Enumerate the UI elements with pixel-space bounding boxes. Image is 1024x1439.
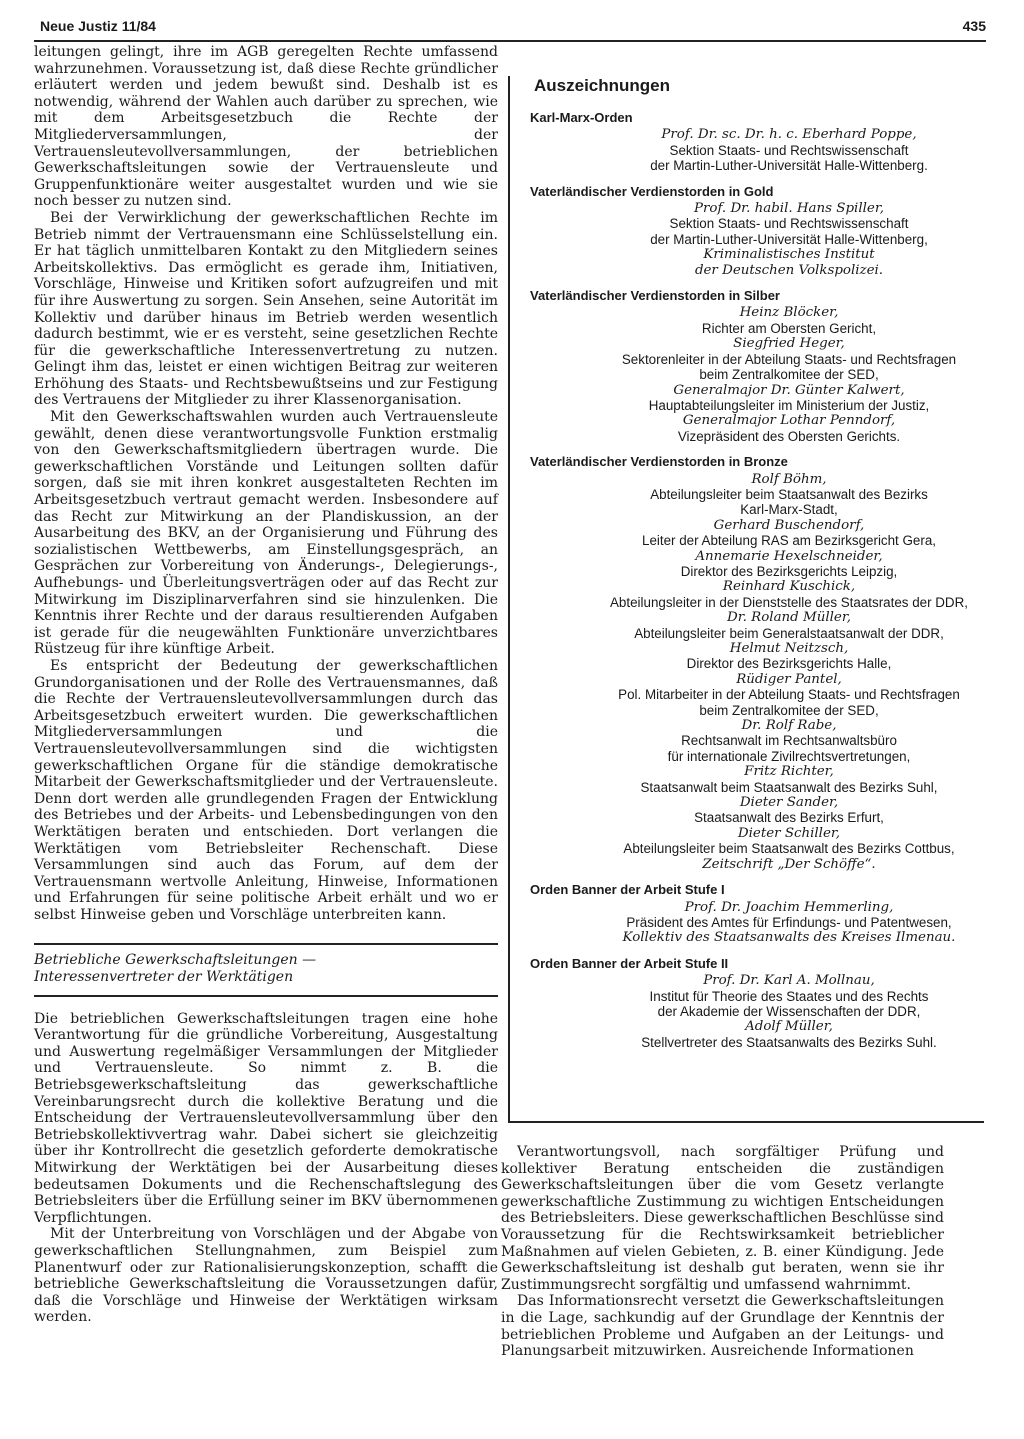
recipient-detail: beim Zentralkomitee der SED,	[699, 367, 879, 383]
paragraph: Das Informationsrecht versetzt die Gewerkschaftsleitungen in die Lage, sachkundig auf der Grundlage der Kenntnis der betrieblichen Probleme und Aufgaben an der Leitungs- und Planungsarbeit mitzuwirken. Ausreichende Informationen	[501, 1293, 944, 1360]
recipient-detail: Abteilungsleiter beim Generalstaatsanwalt der DDR,	[634, 625, 944, 641]
recipient-detail: der Martin-Luther-Universität Halle-Wittenberg.	[650, 158, 928, 174]
recipient-detail: Leiter der Abteilung RAS am Bezirksgericht Gera,	[642, 533, 936, 549]
paragraph: Es entspricht der Bedeutung der gewerkschaftlichen Grundorganisationen und der Rolle des Vertrauensmannes, daß die Rechte der Vertrauensleutevollversammlungen durch das Arbeitsgesetzbuch erweitert wurden. Die gewerkschaftlichen Mitgliederversammlungen und die Vertrauensleutevollversammlungen sind die wichtigsten gewerkschaftlichen Organe für die ständige demokratische Mitarbeit der Gewerkschaftsmitglieder und der Vertrauensleute. Denn dort werden alle grundlegenden Fragen der Entwicklung des Betriebes und der Arbeits- und Lebensbedingungen von den Werktätigen beraten und entschieden. Dort verlangen die Werktätigen vom Betriebsleiter Rechenschaft. Diese Versammlungen sind auch das Forum, auf dem der Vertrauensmann wertvolle Anleitung, Hinweise, Informationen und Erfahrungen für seine politische Arbeit erhält und wo er selbst Hinweise geben und Vorschläge unterbreiten kann.	[34, 657, 498, 923]
journal-issue: Neue Justiz 11/84	[40, 18, 156, 34]
award-group	[530, 288, 978, 444]
award-group	[530, 882, 978, 946]
awards-list	[530, 110, 978, 1050]
left-column	[34, 44, 498, 1326]
recipient-detail: Pol. Mitarbeiter in der Abteilung Staats- und Rechtsfragen	[618, 687, 960, 703]
recipient-name: Gerhard Buschendorf,	[713, 517, 865, 533]
recipient-detail: beim Zentralkomitee der SED,	[699, 702, 879, 718]
recipient-name: Prof. Dr. sc. Dr. h. c. Eberhard Poppe,	[661, 127, 917, 143]
recipient-detail: Direktor des Bezirksgerichts Leipzig,	[680, 563, 898, 579]
award-heading: Vaterländischer Verdienstorden in Gold	[530, 183, 774, 199]
recipient-name: Annemarie Hexelschneider,	[695, 548, 883, 564]
recipient-name: Rolf Böhm,	[751, 471, 827, 487]
recipient-detail: der Akademie der Wissenschaften der DDR,	[657, 1003, 921, 1019]
recipient-name: Rüdiger Pantel,	[736, 671, 842, 687]
paragraph: Mit der Unterbreitung von Vorschlägen und der Abgabe von gewerkschaftlichen Stellungnahmen, zum Beispiel zum Planentwurf oder zur Rationalisierungskonzeption, schafft die betriebliche Gewerkschaftsleitung die Voraussetzungen dafür, daß die Vorschläge und Hinweise der Werktätigen wirksam werden.	[34, 1226, 498, 1326]
section-heading	[34, 943, 498, 996]
recipient-detail: Sektion Staats- und Rechtswissenschaft	[669, 142, 909, 158]
recipient-name: Fritz Richter,	[744, 764, 834, 780]
recipient-name: Dieter Sander,	[739, 795, 839, 811]
award-heading: Orden Banner der Arbeit Stufe I	[530, 882, 725, 898]
recipient-detail: Rechtsanwalt im Rechtsanwaltsbüro	[681, 733, 897, 749]
recipient-detail: Sektorenleiter in der Abteilung Staats- und Rechtsfragen	[621, 351, 957, 367]
recipient-name: Prof. Dr. Karl A. Mollnau,	[703, 973, 875, 989]
right-column	[501, 1144, 944, 1360]
recipient-name: Adolf Müller,	[745, 1019, 833, 1035]
recipient-detail: Direktor des Bezirksgerichts Halle,	[686, 656, 892, 672]
award-group	[530, 110, 978, 174]
recipient-detail: Präsident des Amtes für Erfindungs- und Patentwesen,	[626, 914, 952, 930]
recipient-detail: Sektion Staats- und Rechtswissenschaft	[669, 216, 909, 232]
recipient-detail: Abteilungsleiter beim Staatsanwalt des Bezirks Cottbus,	[623, 841, 955, 857]
paragraph: leitungen gelingt, ihre im AGB geregelten Rechte umfassend wahrzunehmen. Voraussetzung ist, daß diese Rechte gründlicher erläutert werden und jedem bewußt sind. Deshalb ist es notwendig, während der Wahlen auch darüber zu sprechen, wie mit dem Arbeitsgesetzbuch die Rechte der Mitgliederversammlungen, der Vertrauensleutevollversammlungen, der betrieblichen Gewerkschaftsleitungen sowie der Vertrauensleute und Gruppenfunktionäre weiter ausgestaltet wurden und wie sie noch besser zu nutzen sind.	[34, 44, 498, 210]
recipient-name: Dr. Roland Müller,	[726, 610, 852, 626]
recipient-name: Generalmajor Dr. Günter Kalwert,	[673, 382, 905, 398]
recipient-detail: Abteilungsleiter in der Dienststelle des Staatsrates der DDR,	[610, 594, 968, 610]
award-heading: Orden Banner der Arbeit Stufe II	[530, 955, 729, 971]
award-heading: Vaterländischer Verdienstorden in Bronze	[530, 454, 788, 470]
recipient-name: Prof. Dr. habil. Hans Spiller,	[693, 201, 885, 217]
recipient-name: Prof. Dr. Joachim Hemmerling,	[684, 899, 894, 915]
award-group	[530, 454, 978, 872]
recipient-detail: Vizepräsident des Obersten Gerichts.	[677, 428, 901, 444]
recipient-name: Zeitschrift „Der Schöffe“.	[702, 856, 876, 872]
recipient-detail: der Martin-Luther-Universität Halle-Wittenberg,	[650, 231, 928, 247]
section-heading-line: Betriebliche Gewerkschaftsleitungen —	[34, 952, 317, 969]
award-heading: Vaterländischer Verdienstorden in Silber	[530, 288, 780, 304]
recipient-detail: Hauptabteilungsleiter im Ministerium der Justiz,	[648, 397, 930, 413]
recipient-detail: Staatsanwalt beim Staatsanwalt des Bezirks Suhl,	[640, 779, 938, 795]
page-header	[34, 18, 986, 42]
recipient-detail: Staatsanwalt des Bezirks Erfurt,	[694, 810, 884, 826]
awards-title: Auszeichnungen	[534, 76, 671, 95]
recipient-name: der Deutschen Volkspolizei.	[694, 262, 884, 278]
page-number: 435	[962, 18, 986, 34]
recipient-name: Dr. Rolf Rabe,	[741, 718, 837, 734]
recipient-name: Reinhard Kuschick,	[722, 579, 856, 595]
recipient-name: Kriminalistisches Institut	[703, 247, 875, 263]
recipient-detail: Stellvertreter des Staatsanwalts des Bezirks Suhl.	[641, 1034, 937, 1050]
award-group	[530, 184, 978, 278]
recipient-detail: Abteilungsleiter beim Staatsanwalt des Bezirks	[650, 486, 928, 502]
recipient-detail: Richter am Obersten Gericht,	[701, 320, 877, 336]
recipient-detail: Karl-Marx-Stadt,	[740, 502, 838, 518]
recipient-detail: für internationale Zivilrechtsvertretungen,	[667, 748, 911, 764]
award-group	[530, 956, 978, 1050]
recipient-name: Dieter Schiller,	[737, 825, 841, 841]
paragraph: Die betrieblichen Gewerkschaftsleitungen tragen eine hohe Verantwortung für die gründliche Vorbereitung, Ausgestaltung und Auswertung regelmäßiger Versammlungen der Mitglieder und Vertrauensleute. So nimmt z. B. die Betriebsgewerkschaftsleitung das gewerkschaftliche Vereinbarungsrecht durch die kollektive Beratung und die Entscheidung der Vertrauensleutevollversammlung über den Betriebskollektivvertrag wahr. Dabei sichert sie gleichzeitig über ihr Kontrollrecht die gesetzlich geforderte demokratische Mitwirkung der Werktätigen bei der Ausarbeitung dieses bedeutsamen Dokuments und die Rechenschaftslegung des Betriebsleiters über die Erfüllung seiner im BKV übernommenen Verpflichtungen.	[34, 1010, 498, 1226]
recipient-name: Helmut Neitzsch,	[729, 641, 849, 656]
recipient-detail: Institut für Theorie des Staates und des Rechts	[649, 988, 929, 1004]
award-heading: Karl-Marx-Orden	[530, 110, 633, 125]
paragraph: Mit den Gewerkschaftswahlen wurden auch Vertrauensleute gewählt, denen diese verantwortungsvolle Funktion erstmalig von den Gewerkschaftsmitgliedern übertragen wurde. Die gewerkschaftlichen Vorstände und Leitungen sollten dafür sorgen, daß sie mit ihren konkret ausgestalteten Rechten im Arbeitsgesetzbuch vertraut gemacht werden. Insbesondere auf das Recht zur Mitwirkung an der Plandiskussion, an der Ausarbeitung des BKV, an der Organisierung und Führung des sozialistischen Wettbewerbs, am Einstellungsgespräch, an Gesprächen zur Vorbereitung von Änderungs-, Delegierungs-, Aufhebungs- und Überleitungsverträgen oder auf das Recht zur Mitwirkung im Disziplinarverfahren sind sie hinzulenken. Die Kenntnis ihrer Rechte und der daraus resultierenden Aufgaben ist gerade für die neugewählten Funktionäre unverzichtbares Rüstzeug für ihre künftige Arbeit.	[34, 409, 498, 658]
paragraph: Verantwortungsvoll, nach sorgfältiger Prüfung und kollektiver Beratung entscheiden die zuständigen Gewerkschaftsleitungen über die vom Gesetz verlangte gewerkschaftliche Zustimmung zu wichtigen Entscheidungen des Betriebsleiters. Diese gewerkschaftlichen Beschlüsse sind Voraussetzung für die Rechtswirksamkeit betrieblicher Maßnahmen auf vielen Gebieten, z. B. einer Kündigung. Jede Gewerkschaftsleitung ist deshalb gut beraten, wenn sie ihr Zustimmungsrecht sorgfältig und umfassend wahrnimmt.	[501, 1144, 944, 1293]
section-heading-line: Interessenvertreter der Werktätigen	[34, 969, 294, 986]
recipient-name: Kollektiv des Staatsanwalts des Kreises Ilmenau.	[622, 930, 956, 946]
paragraph: Bei der Verwirklichung der gewerkschaftlichen Rechte im Betrieb nimmt der Vertrauensmann eine Schlüsselstellung ein. Er hat täglich unmittelbaren Kontakt zu den Mitgliedern seines Arbeitskollektivs. Das ermöglicht es gerade ihm, Initiativen, Vorschläge, Hinweise und Kritiken sofort aufzugreifen und mit für ihre Auswertung zu sorgen. Sein Ansehen, seine Autorität im Kollektiv und darüber hinaus im Betrieb werden wesentlich dadurch bestimmt, wie er es versteht, seine gesetzlichen Rechte für die gewerkschaftliche Interessenvertretung zu nutzen. Gelingt ihm das, leistet er einen wichtigen Beitrag zur weiteren Erhöhung des Staats- und Rechtsbewußtseins und zur Festigung des Vertrauens der Mitglieder zu ihrer Klassenorganisation.	[34, 209, 498, 409]
recipient-name: Heinz Blöcker,	[739, 305, 839, 321]
recipient-name: Generalmajor Lothar Penndorf,	[682, 413, 896, 429]
recipient-name: Siegfried Heger,	[733, 336, 845, 352]
